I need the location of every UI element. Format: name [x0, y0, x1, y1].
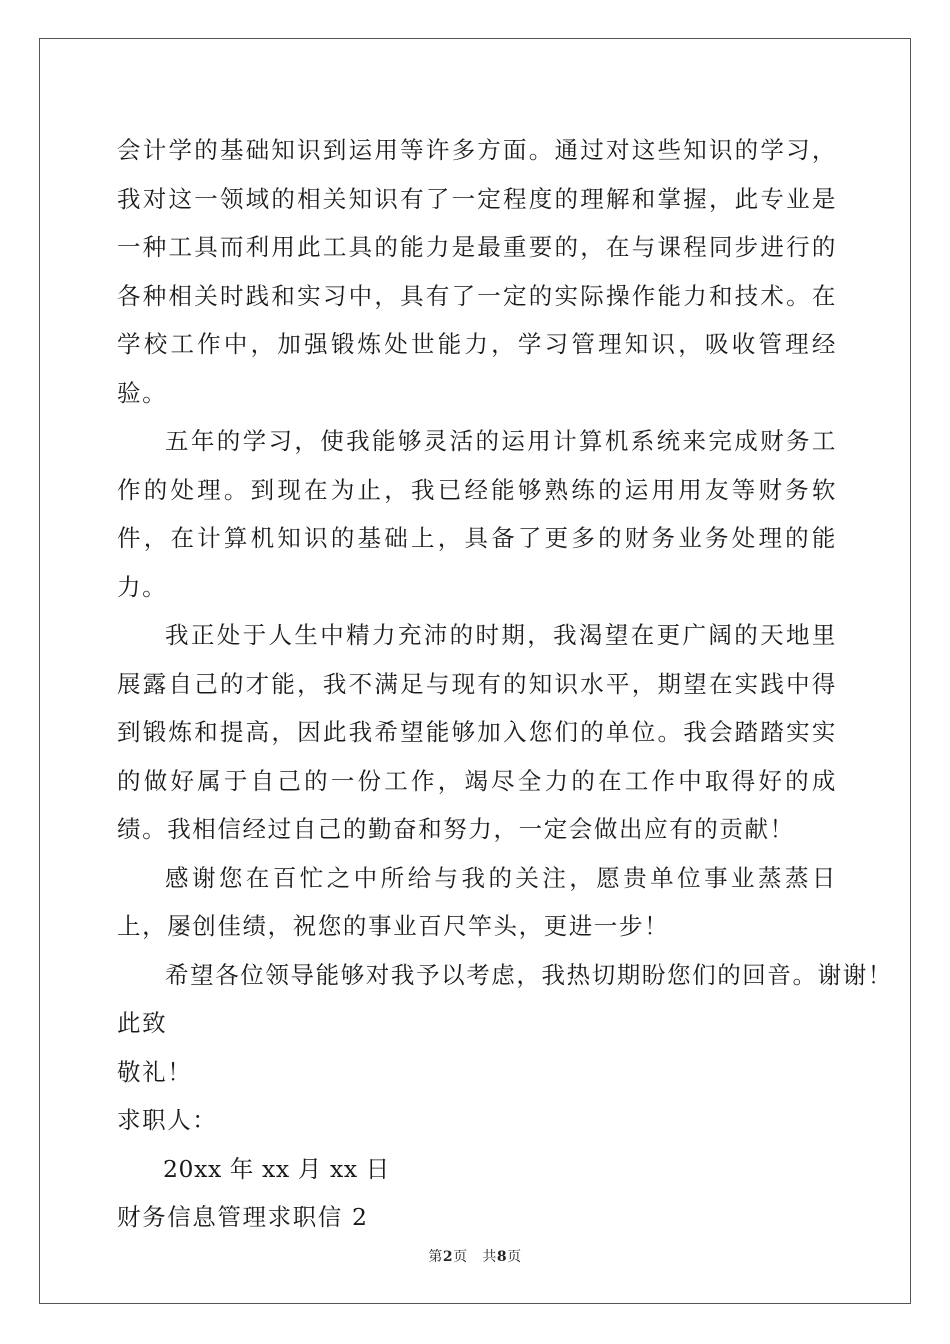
salute-line: 敬礼！ — [117, 1057, 193, 1086]
page-number: 2 — [442, 1249, 454, 1265]
total-pages: 8 — [496, 1249, 508, 1265]
date-line: 20xx 年 xx 月 xx 日 — [163, 1154, 390, 1183]
page-suffix: 页 — [453, 1249, 468, 1265]
next-letter-title: 财务信息管理求职信 2 — [117, 1203, 369, 1231]
closing-line: 此致 — [117, 1009, 168, 1037]
document-body — [117, 126, 893, 1242]
paragraph-1: 会计学的基础知识到运用等许多方面。通过对这些知识的学习，我对这一领域的相关知识有了一定程度的理解和掌握，此专业是一种工具而利用此工具的能力是最重要的，在与课程同步进行的各种相关时践和实习中，具有了一定的实际操作能力和技术。在学校工作中，加强锻炼处世能力，学习管理知识，吸收管理经验。 — [117, 136, 837, 407]
paragraph-5: 希望各位领导能够对我予以考虑，我热切期盼您们的回音。谢谢！ — [165, 960, 893, 989]
page-prefix: 第 — [428, 1249, 443, 1265]
paragraph-4: 感谢您在百忙之中所给与我的关注，愿贵单位事业蒸蒸日上，屡创佳绩，祝您的事业百尺竿头，更进一步！ — [117, 863, 837, 940]
total-suffix: 页 — [507, 1249, 522, 1265]
total-prefix: 共 — [482, 1249, 497, 1265]
paragraph-2: 五年的学习，使我能够灵活的运用计算机系统来完成财务工作的处理。到现在为止，我已经能够熟练的运用用友等财务软件，在计算机知识的基础上，具备了更多的财务业务处理的能力。 — [117, 427, 837, 601]
paragraph-3: 我正处于人生中精力充沛的时期，我渴望在更广阔的天地里展露自己的才能，我不满足与现有的知识水平，期望在实践中得到锻炼和提高，因此我希望能够加入您们的单位。我会踏踏实实的做好属于自己的一份工作，竭尽全力的在工作中取得好的成绩。我相信经过自己的勤奋和努力，一定会做出应有的贡献！ — [117, 621, 837, 843]
signature-label: 求职人： — [117, 1106, 218, 1134]
page-footer — [0, 1248, 950, 1266]
